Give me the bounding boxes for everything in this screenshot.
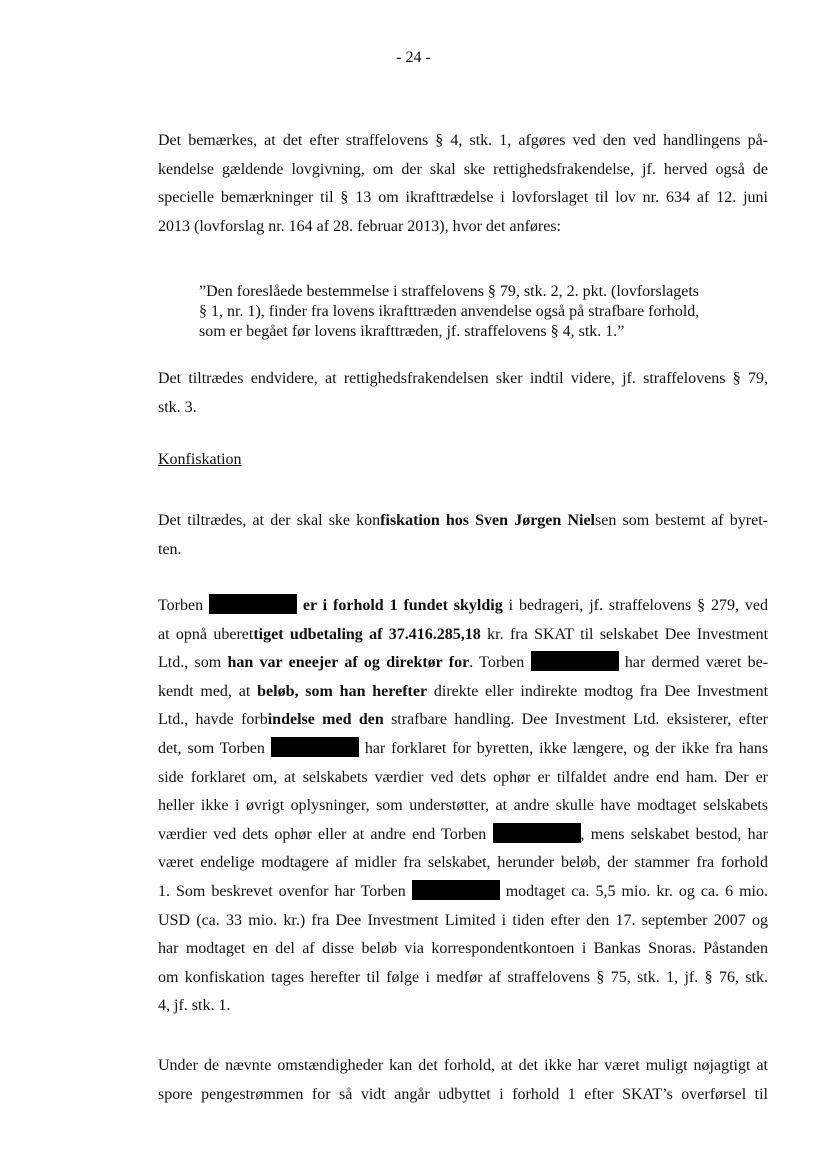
paragraph-confiscation — [158, 507, 768, 564]
text-line: Det bemærkes, at det efter straffelovens § 4, stk. 1, afgøres ved den ved handlingens på- — [158, 132, 768, 149]
block-quote — [199, 282, 729, 342]
text-line: værdier ved dets ophør eller at andre end Torben , mens selskabet bestod, har — [158, 821, 768, 850]
text-line: stk. 3. — [158, 398, 197, 416]
text-line: Ltd., havde forbindelse med den strafbare handling. Dee Investment Ltd. eksisterer, efter — [158, 711, 769, 729]
text-line: Ltd., som han var eneejer af og direktør for. Torben har dermed været be- — [158, 649, 768, 678]
text-line: 4, jf. stk. 1. — [158, 997, 231, 1015]
paragraph-closing — [158, 1052, 768, 1109]
section-heading: Konfiskation — [158, 451, 242, 468]
redaction-box — [493, 823, 581, 843]
text-line: kendelse gældende lovgivning, om der skal ske rettighedsfrakendelse, jf. herved også de — [158, 160, 768, 178]
text-line: ten. — [158, 540, 182, 558]
redaction-box — [209, 594, 297, 614]
text-line: specielle bemærkninger til § 13 om ikrafttrædelse i lovforslaget til lov nr. 634 af 12. juni — [158, 189, 768, 207]
text-line: Under de nævnte omstændigheder kan det forhold, at det ikke har været muligt nøjagtigt at — [158, 1057, 768, 1074]
page-number: - 24 - — [396, 49, 431, 66]
text-line: side forklaret om, at selskabets værdier ved dets ophør er tilfaldet andre end ham. Der er — [158, 768, 768, 786]
text-line: Det tiltrædes endvidere, at rettighedsfrakendelsen sker indtil videre, jf. straffelovens § 79, — [158, 370, 768, 387]
text-line: kendt med, at beløb, som han herefter direkte eller indirekte modtog fra Dee Investment — [158, 682, 769, 700]
quote-line: som er begået før lovens ikrafttræden, jf. straffelovens § 4, stk. 1.” — [199, 323, 625, 340]
text-line: heller ikke i øvrigt oplysninger, som understøtter, at andre skulle have modtaget selskabets — [158, 797, 768, 815]
text-line: spore pengestrømmen for så vidt angår udbyttet i forhold 1 efter SKAT’s overførsel til — [158, 1085, 768, 1103]
text-line: at opnå uberettiget udbetaling af 37.416.285,18 kr. fra SKAT til selskabet Dee Investment — [158, 625, 769, 643]
redaction-box — [271, 737, 359, 757]
paragraph-torben — [158, 592, 768, 1021]
text-line: 2013 (lovforslag nr. 164 af 28. februar 2013), hvor det anføres: — [158, 217, 561, 235]
redaction-box — [531, 651, 619, 671]
text-line: det, som Torben har forklaret for byretten, ikke længere, og der ikke fra hans — [158, 735, 768, 764]
quote-line: § 1, nr. 1), finder fra lovens ikrafttræden anvendelse også på strafbare forhold, — [199, 303, 700, 320]
paragraph-intro — [158, 127, 768, 241]
text-line: været endelige modtagere af midler fra selskabet, herunder beløb, der stammer fra forhold — [158, 854, 768, 872]
text-line: Det tiltrædes, at der skal ske konfiskation hos Sven Jørgen Nielsen som bestemt af byret- — [158, 512, 768, 529]
text-line: om konfiskation tages herefter til følge i medfør af straffelovens § 75, stk. 1, jf. § 76, stk. — [158, 968, 768, 986]
text-line: har modtaget en del af disse beløb via korrespondentkontoen i Bankas Snoras. Påstanden — [158, 940, 768, 958]
text-line: 1. Som beskrevet ovenfor har Torben modtaget ca. 5,5 mio. kr. og ca. 6 mio. — [158, 878, 768, 907]
text-line: USD (ca. 33 mio. kr.) fra Dee Investment Limited i tiden efter den 17. september 2007 og — [158, 911, 768, 929]
paragraph-continuation — [158, 365, 768, 422]
text-line: Torben er i forhold 1 fundet skyldig i bedrageri, jf. straffelovens § 279, ved — [158, 592, 768, 621]
quote-line: ”Den foreslåede bestemmelse i straffelovens § 79, stk. 2, 2. pkt. (lovforslagets — [199, 283, 700, 300]
redaction-box — [412, 880, 500, 900]
